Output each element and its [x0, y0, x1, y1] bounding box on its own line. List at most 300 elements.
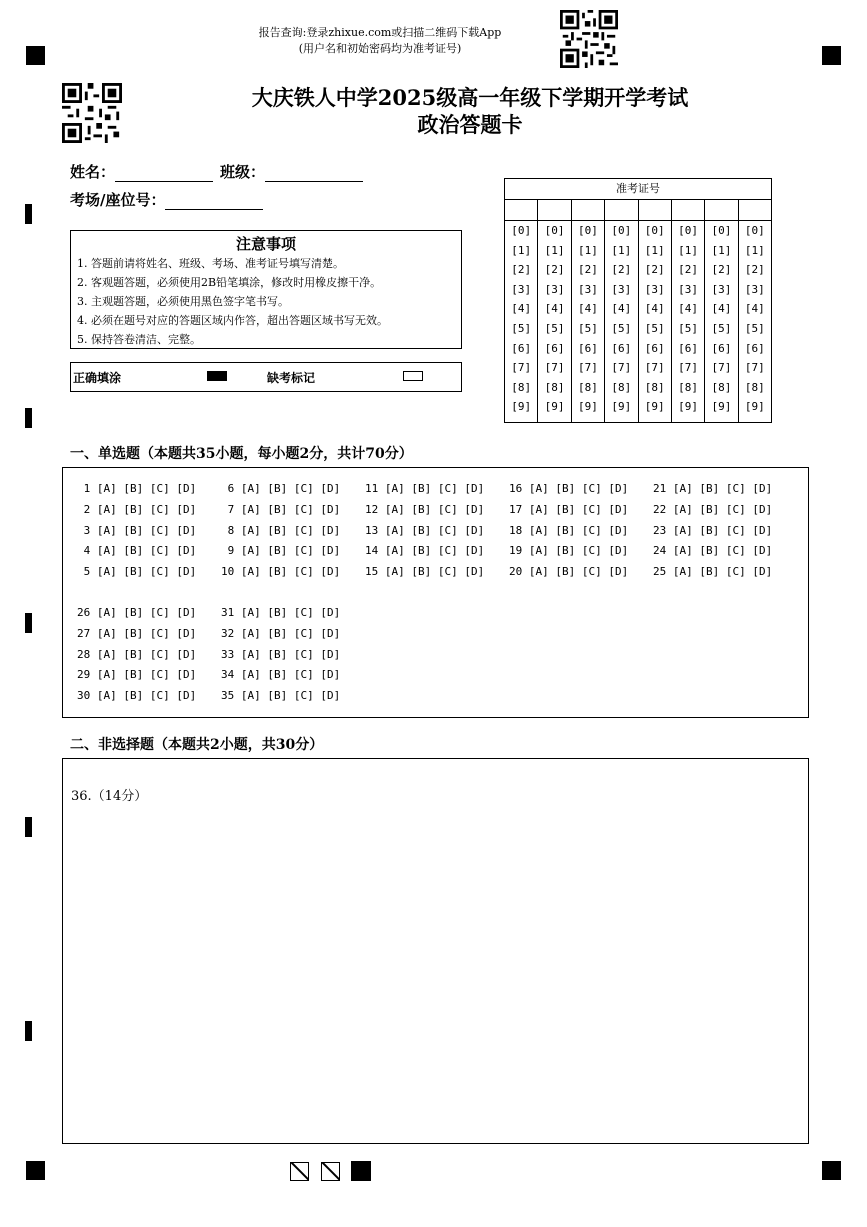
option-bubble[interactable]: [B] — [123, 689, 150, 702]
option-bubble[interactable]: [D] — [320, 482, 341, 495]
admission-digit-bubble[interactable]: [8] — [678, 380, 698, 394]
admission-digit-bubble[interactable]: [3] — [511, 282, 532, 296]
admission-digit-bubble[interactable]: [3] — [611, 282, 632, 296]
mcq-question-11 — [365, 482, 484, 495]
mcq-question-14 — [365, 544, 484, 557]
option-bubble[interactable]: [B] — [267, 544, 294, 557]
option-bubble[interactable]: [D] — [176, 648, 197, 661]
option-bubble[interactable]: [B] — [267, 627, 294, 640]
seat-label: 考场/座位号： — [70, 191, 166, 209]
class-input-line[interactable] — [265, 165, 363, 182]
option-bubble[interactable]: [A] — [240, 544, 268, 557]
admission-digit-bubble[interactable]: [4] — [544, 302, 565, 316]
option-bubble[interactable]: [B] — [411, 524, 438, 537]
option-bubble[interactable]: [D] — [176, 524, 197, 537]
option-bubble[interactable]: [B] — [699, 524, 726, 537]
admission-digit-write-cell[interactable] — [639, 200, 671, 221]
question-number: 9 — [221, 544, 241, 557]
admission-digit-bubble[interactable]: [8] — [544, 380, 565, 394]
admission-digit-bubble[interactable]: [5] — [744, 321, 765, 335]
admission-digit-bubble[interactable]: [4] — [744, 302, 765, 316]
admission-digit-bubble[interactable]: [1] — [544, 243, 565, 257]
admission-digit-bubble[interactable]: [8] — [511, 380, 532, 394]
option-bubble[interactable]: [C] — [149, 503, 177, 516]
option-bubble[interactable]: [D] — [320, 668, 341, 681]
option-bubble[interactable]: [A] — [96, 689, 124, 702]
option-bubble[interactable]: [B] — [555, 482, 582, 495]
name-input-line[interactable] — [115, 165, 213, 182]
option-bubble[interactable]: [D] — [608, 524, 629, 537]
option-bubble[interactable]: [B] — [267, 524, 294, 537]
option-bubble[interactable]: [D] — [752, 565, 773, 578]
option-bubble[interactable]: [B] — [699, 482, 726, 495]
question-number: 16 — [509, 482, 529, 495]
admission-digit-bubble[interactable]: [0] — [678, 224, 698, 237]
question-number: 28 — [77, 648, 97, 661]
option-bubble[interactable]: [A] — [96, 544, 124, 557]
corner-mark-top-right — [822, 46, 841, 65]
admission-digit-bubble[interactable]: [7] — [544, 361, 565, 375]
option-bubble[interactable]: [D] — [464, 503, 485, 516]
admission-digit-bubble[interactable]: [4] — [678, 302, 698, 316]
admission-digit-bubble[interactable]: [2] — [644, 263, 665, 277]
option-bubble[interactable]: [C] — [725, 503, 753, 516]
question-number: 5 — [77, 565, 97, 578]
admission-digit-bubble[interactable]: [7] — [644, 361, 665, 375]
correct-fill-label: 正确填涂 — [73, 371, 122, 385]
option-bubble[interactable]: [B] — [123, 648, 150, 661]
admission-number-label: 准考证号 — [505, 179, 771, 200]
option-bubble[interactable]: [B] — [123, 503, 150, 516]
option-bubble[interactable]: [C] — [581, 503, 609, 516]
option-bubble[interactable]: [B] — [123, 544, 150, 557]
option-bubble[interactable]: [D] — [176, 503, 197, 516]
admission-digit-bubble[interactable]: [2] — [711, 263, 732, 277]
notice-heading: 注意事项 — [235, 235, 296, 253]
admission-digit-bubble[interactable]: [1] — [578, 243, 598, 257]
admission-digit-write-cell[interactable] — [739, 200, 771, 221]
admission-digit-bubble[interactable]: [4] — [711, 302, 732, 316]
admission-digit-bubble[interactable]: [0] — [578, 224, 598, 237]
admission-digit-bubble[interactable]: [8] — [744, 380, 765, 394]
option-bubble[interactable]: [C] — [149, 668, 177, 681]
option-bubble[interactable]: [C] — [149, 565, 177, 578]
option-bubble[interactable]: [B] — [123, 627, 150, 640]
option-bubble[interactable]: [B] — [555, 503, 582, 516]
option-bubble[interactable]: [D] — [176, 689, 197, 702]
admission-digit-bubble[interactable]: [9] — [678, 400, 698, 414]
admission-digit-bubble[interactable]: [1] — [711, 243, 732, 257]
question-number: 2 — [77, 503, 97, 516]
option-bubble[interactable]: [D] — [320, 606, 341, 619]
admission-digit-bubble[interactable]: [5] — [578, 321, 598, 335]
report-query-line2: (用户名和初始密码均为准考证号) — [298, 42, 462, 55]
option-bubble[interactable]: [B] — [267, 503, 294, 516]
admission-digit-bubble[interactable]: [0] — [611, 224, 632, 237]
admission-digit-bubble[interactable]: [5] — [711, 321, 732, 335]
option-bubble[interactable]: [A] — [240, 606, 268, 619]
mcq-question-32 — [221, 627, 340, 640]
admission-digit-bubble[interactable]: [2] — [678, 263, 698, 277]
option-bubble[interactable]: [B] — [123, 565, 150, 578]
option-bubble[interactable]: [D] — [464, 524, 485, 537]
option-bubble[interactable]: [C] — [437, 544, 465, 557]
option-bubble[interactable]: [C] — [725, 544, 753, 557]
class-field — [220, 161, 363, 182]
option-bubble[interactable]: [A] — [672, 503, 700, 516]
option-bubble[interactable]: [A] — [240, 689, 268, 702]
admission-digit-bubble[interactable]: [2] — [544, 263, 565, 277]
admission-digit-bubble[interactable]: [4] — [644, 302, 665, 316]
option-bubble[interactable]: [D] — [752, 482, 773, 495]
option-bubble[interactable]: [B] — [699, 503, 726, 516]
admission-digit-bubble[interactable]: [4] — [511, 302, 532, 316]
option-bubble[interactable]: [A] — [240, 482, 268, 495]
admission-digit-bubble[interactable]: [1] — [678, 243, 698, 257]
question-number: 19 — [509, 544, 529, 557]
admission-digit-bubble[interactable]: [9] — [611, 400, 632, 414]
admission-digit-bubble[interactable]: [9] — [544, 400, 565, 414]
report-query-note — [200, 25, 560, 57]
option-bubble[interactable]: [A] — [240, 565, 268, 578]
admission-digit-bubble[interactable]: [0] — [644, 224, 665, 237]
option-bubble[interactable]: [D] — [608, 565, 629, 578]
admission-digit-bubble[interactable]: [6] — [611, 341, 632, 355]
admission-digit-bubble[interactable]: [8] — [644, 380, 665, 394]
option-bubble[interactable]: [A] — [96, 627, 124, 640]
admission-digit-bubble[interactable]: [6] — [678, 341, 698, 355]
notice-item: 5. 保持答卷清洁、完整。 — [77, 333, 201, 346]
option-bubble[interactable]: [D] — [320, 627, 341, 640]
notice-box — [70, 230, 462, 349]
admission-digit-bubble[interactable]: [1] — [611, 243, 632, 257]
admission-digit-column — [739, 200, 771, 422]
option-bubble[interactable]: [C] — [149, 606, 177, 619]
option-bubble[interactable]: [C] — [149, 689, 177, 702]
option-bubble[interactable]: [C] — [293, 524, 321, 537]
option-bubble[interactable]: [D] — [608, 544, 629, 557]
seat-input-line[interactable] — [165, 193, 263, 210]
option-bubble[interactable]: [B] — [411, 482, 438, 495]
admission-digit-bubble[interactable]: [0] — [711, 224, 732, 237]
option-bubble[interactable]: [D] — [608, 503, 629, 516]
option-bubble[interactable]: [B] — [411, 544, 438, 557]
option-bubble[interactable]: [D] — [176, 565, 197, 578]
option-bubble[interactable]: [C] — [437, 565, 465, 578]
admission-digit-bubble[interactable]: [0] — [544, 224, 565, 237]
option-bubble[interactable]: [C] — [293, 565, 321, 578]
option-bubble[interactable]: [A] — [96, 503, 124, 516]
option-bubble[interactable]: [A] — [96, 668, 124, 681]
admission-digit-bubble[interactable]: [5] — [511, 321, 532, 335]
option-bubble[interactable]: [C] — [725, 482, 753, 495]
admission-digit-bubble[interactable]: [4] — [578, 302, 598, 316]
admission-digit-bubble[interactable]: [3] — [744, 282, 765, 296]
admission-digit-bubble[interactable]: [0] — [511, 224, 532, 237]
mcq-question-26 — [77, 606, 196, 619]
mcq-question-27 — [77, 627, 196, 640]
option-bubble[interactable]: [C] — [293, 606, 321, 619]
side-mark — [25, 1021, 32, 1041]
option-bubble[interactable]: [C] — [581, 482, 609, 495]
option-bubble[interactable]: [D] — [464, 544, 485, 557]
admission-digit-bubble[interactable]: [2] — [578, 263, 598, 277]
option-bubble[interactable]: [D] — [320, 648, 341, 661]
option-bubble[interactable]: [A] — [672, 565, 700, 578]
option-bubble[interactable]: [A] — [384, 482, 412, 495]
mcq-question-8 — [221, 524, 340, 537]
option-bubble[interactable]: [C] — [437, 503, 465, 516]
admission-digit-column — [639, 200, 672, 422]
mcq-question-31 — [221, 606, 340, 619]
option-bubble[interactable]: [D] — [320, 565, 341, 578]
side-mark — [25, 817, 32, 837]
admission-digit-bubble[interactable]: [3] — [578, 282, 598, 296]
option-bubble[interactable]: [D] — [752, 544, 773, 557]
option-bubble[interactable]: [D] — [320, 524, 341, 537]
option-bubble[interactable]: [B] — [123, 524, 150, 537]
option-bubble[interactable]: [A] — [528, 565, 556, 578]
option-bubble[interactable]: [A] — [96, 524, 124, 537]
option-bubble[interactable]: [A] — [384, 503, 412, 516]
mcq-question-33 — [221, 648, 340, 661]
option-bubble[interactable]: [C] — [581, 565, 609, 578]
option-bubble[interactable]: [C] — [149, 648, 177, 661]
admission-digit-bubble[interactable]: [7] — [678, 361, 698, 375]
mcq-question-5 — [77, 565, 196, 578]
class-label: 班级： — [220, 163, 266, 181]
admission-digit-bubble[interactable]: [6] — [644, 341, 665, 355]
admission-digit-bubble[interactable]: [1] — [644, 243, 665, 257]
page-marker-crossed-icon — [290, 1162, 309, 1181]
question-number: 8 — [221, 524, 241, 537]
admission-digit-bubble[interactable]: [6] — [544, 341, 565, 355]
option-bubble[interactable]: [D] — [320, 689, 341, 702]
qr-code-icon — [560, 10, 618, 68]
option-bubble[interactable]: [B] — [267, 689, 294, 702]
mcq-question-13 — [365, 524, 484, 537]
admission-digit-bubble[interactable]: [0] — [744, 224, 765, 237]
option-bubble[interactable]: [A] — [528, 482, 556, 495]
mcq-question-6 — [221, 482, 340, 495]
option-bubble[interactable]: [A] — [240, 668, 268, 681]
mcq-question-17 — [509, 503, 628, 516]
admission-digit-bubble[interactable]: [6] — [711, 341, 732, 355]
qr-code-icon — [62, 83, 122, 143]
admission-digit-write-cell[interactable] — [605, 200, 637, 221]
option-bubble[interactable]: [D] — [176, 544, 197, 557]
admission-digit-bubble[interactable]: [5] — [678, 321, 698, 335]
admission-digit-bubble[interactable]: [1] — [744, 243, 765, 257]
option-bubble[interactable]: [A] — [672, 482, 700, 495]
q36-answer-area[interactable] — [62, 758, 809, 1144]
option-bubble[interactable]: [D] — [176, 668, 197, 681]
admission-digit-bubble[interactable]: [6] — [578, 341, 598, 355]
mcq-question-1 — [77, 482, 196, 495]
option-bubble[interactable]: [A] — [528, 503, 556, 516]
option-bubble[interactable]: [A] — [672, 544, 700, 557]
option-bubble[interactable]: [D] — [464, 482, 485, 495]
admission-digit-bubble[interactable]: [1] — [511, 243, 532, 257]
option-bubble[interactable]: [D] — [320, 544, 341, 557]
admission-digit-bubble[interactable]: [3] — [544, 282, 565, 296]
option-bubble[interactable]: [C] — [725, 565, 753, 578]
mcq-question-10 — [221, 565, 340, 578]
admission-digit-bubble[interactable]: [7] — [511, 361, 532, 375]
option-bubble[interactable]: [A] — [240, 503, 268, 516]
option-bubble[interactable]: [A] — [384, 565, 412, 578]
admission-digit-bubble[interactable]: [2] — [744, 263, 765, 277]
option-bubble[interactable]: [A] — [384, 524, 412, 537]
corner-mark-bottom-left — [26, 1161, 45, 1180]
admission-digit-bubble[interactable]: [9] — [744, 400, 765, 414]
option-bubble[interactable]: [A] — [240, 648, 268, 661]
admission-digit-bubble[interactable]: [7] — [711, 361, 732, 375]
option-bubble[interactable]: [B] — [699, 565, 726, 578]
option-bubble[interactable]: [B] — [555, 544, 582, 557]
mcq-question-2 — [77, 503, 196, 516]
title-school-exam: 大庆铁人中学2025级高一年级下学期开学考试 — [251, 85, 689, 110]
admission-digit-bubble[interactable]: [9] — [644, 400, 665, 414]
admission-digit-bubble[interactable]: [7] — [611, 361, 632, 375]
admission-digit-bubble[interactable]: [3] — [678, 282, 698, 296]
option-bubble[interactable]: [B] — [267, 482, 294, 495]
admission-digit-bubble[interactable]: [8] — [611, 380, 632, 394]
option-bubble[interactable]: [A] — [528, 544, 556, 557]
option-bubble[interactable]: [A] — [384, 544, 412, 557]
admission-digit-bubble[interactable]: [4] — [611, 302, 632, 316]
mcq-question-35 — [221, 689, 340, 702]
option-bubble[interactable]: [C] — [293, 668, 321, 681]
admission-digit-write-cell[interactable] — [505, 200, 537, 221]
admission-digit-write-cell[interactable] — [705, 200, 737, 221]
admission-digit-bubble[interactable]: [7] — [744, 361, 765, 375]
option-bubble[interactable]: [B] — [411, 565, 438, 578]
option-bubble[interactable]: [C] — [437, 524, 465, 537]
option-bubble[interactable]: [A] — [240, 627, 268, 640]
option-bubble[interactable]: [C] — [293, 544, 321, 557]
question-number: 10 — [221, 565, 241, 578]
admission-digit-bubble[interactable]: [6] — [744, 341, 765, 355]
option-bubble[interactable]: [B] — [267, 648, 294, 661]
section1-title: 一、单选题（本题共35小题，每小题2分，共计70分） — [70, 446, 413, 462]
option-bubble[interactable]: [C] — [725, 524, 753, 537]
option-bubble[interactable]: [D] — [176, 606, 197, 619]
option-bubble[interactable]: [A] — [96, 482, 124, 495]
option-bubble[interactable]: [B] — [699, 544, 726, 557]
admission-digit-write-cell[interactable] — [538, 200, 570, 221]
option-bubble[interactable]: [B] — [123, 668, 150, 681]
mcq-question-18 — [509, 524, 628, 537]
question-number: 3 — [77, 524, 97, 537]
notice-item: 2. 客观题答题，必须使用2B铅笔填涂，修改时用橡皮擦干净。 — [77, 276, 382, 289]
mcq-question-9 — [221, 544, 340, 557]
option-bubble[interactable]: [D] — [464, 565, 485, 578]
option-bubble[interactable]: [B] — [267, 668, 294, 681]
admission-digit-bubble[interactable]: [5] — [611, 321, 632, 335]
question-number: 31 — [221, 606, 241, 619]
mcq-question-23 — [653, 524, 772, 537]
option-bubble[interactable]: [C] — [149, 627, 177, 640]
question-number: 32 — [221, 627, 241, 640]
option-bubble[interactable]: [D] — [320, 503, 341, 516]
option-bubble[interactable]: [B] — [123, 482, 150, 495]
mcq-question-16 — [509, 482, 628, 495]
admission-digit-bubble[interactable]: [2] — [611, 263, 632, 277]
option-bubble[interactable]: [A] — [528, 524, 556, 537]
page-marker-filled-icon — [351, 1161, 371, 1181]
option-bubble[interactable]: [B] — [267, 565, 294, 578]
admission-digit-bubble[interactable]: [9] — [578, 400, 598, 414]
option-bubble[interactable]: [D] — [752, 503, 773, 516]
admission-digit-bubble[interactable]: [9] — [511, 400, 532, 414]
option-bubble[interactable]: [C] — [293, 482, 321, 495]
admission-digit-bubble[interactable]: [3] — [644, 282, 665, 296]
option-bubble[interactable]: [D] — [752, 524, 773, 537]
mcq-question-21 — [653, 482, 772, 495]
admission-digit-bubble[interactable]: [6] — [511, 341, 532, 355]
admission-digit-bubble[interactable]: [8] — [711, 380, 732, 394]
corner-mark-bottom-right — [822, 1161, 841, 1180]
admission-digit-write-cell[interactable] — [672, 200, 704, 221]
option-bubble[interactable]: [B] — [123, 606, 150, 619]
option-bubble[interactable]: [A] — [672, 524, 700, 537]
admission-digit-bubble[interactable]: [5] — [544, 321, 565, 335]
question-number: 11 — [365, 482, 385, 495]
option-bubble[interactable]: [C] — [581, 524, 609, 537]
question-number: 6 — [221, 482, 241, 495]
option-bubble[interactable]: [C] — [293, 648, 321, 661]
option-bubble[interactable]: [A] — [96, 565, 124, 578]
side-mark — [25, 613, 32, 633]
option-bubble[interactable]: [C] — [149, 482, 177, 495]
mcq-question-34 — [221, 668, 340, 681]
notice-item: 4. 必须在题号对应的答题区域内作答，超出答题区域书写无效。 — [77, 314, 388, 327]
option-bubble[interactable]: [C] — [581, 544, 609, 557]
question-number: 25 — [653, 565, 673, 578]
option-bubble[interactable]: [D] — [176, 482, 197, 495]
admission-digit-bubble[interactable]: [9] — [711, 400, 732, 414]
option-bubble[interactable]: [B] — [555, 524, 582, 537]
notice-list — [71, 254, 461, 349]
option-bubble[interactable]: [A] — [96, 648, 124, 661]
question-number: 17 — [509, 503, 529, 516]
option-bubble[interactable]: [C] — [293, 627, 321, 640]
admission-digit-bubble[interactable]: [8] — [578, 380, 598, 394]
option-bubble[interactable]: [C] — [149, 544, 177, 557]
name-label: 姓名： — [70, 163, 116, 181]
option-bubble[interactable]: [A] — [96, 606, 124, 619]
section2-title: 二、非选择题（本题共2小题，共30分） — [70, 737, 324, 753]
option-bubble[interactable]: [C] — [437, 482, 465, 495]
option-bubble[interactable]: [C] — [149, 524, 177, 537]
admission-digit-bubble[interactable]: [3] — [711, 282, 732, 296]
admission-digit-bubble[interactable]: [7] — [578, 361, 598, 375]
option-bubble[interactable]: [B] — [411, 503, 438, 516]
option-bubble[interactable]: [C] — [293, 689, 321, 702]
question-number: 20 — [509, 565, 529, 578]
option-bubble[interactable]: [A] — [240, 524, 268, 537]
option-bubble[interactable]: [C] — [293, 503, 321, 516]
option-bubble[interactable]: [D] — [608, 482, 629, 495]
admission-digit-bubble[interactable]: [2] — [511, 263, 532, 277]
option-bubble[interactable]: [B] — [555, 565, 582, 578]
option-bubble[interactable]: [B] — [267, 606, 294, 619]
admission-digit-bubble[interactable]: [5] — [644, 321, 665, 335]
admission-digit-write-cell[interactable] — [572, 200, 604, 221]
absent-mark-box[interactable] — [403, 371, 423, 381]
option-bubble[interactable]: [D] — [176, 627, 197, 640]
